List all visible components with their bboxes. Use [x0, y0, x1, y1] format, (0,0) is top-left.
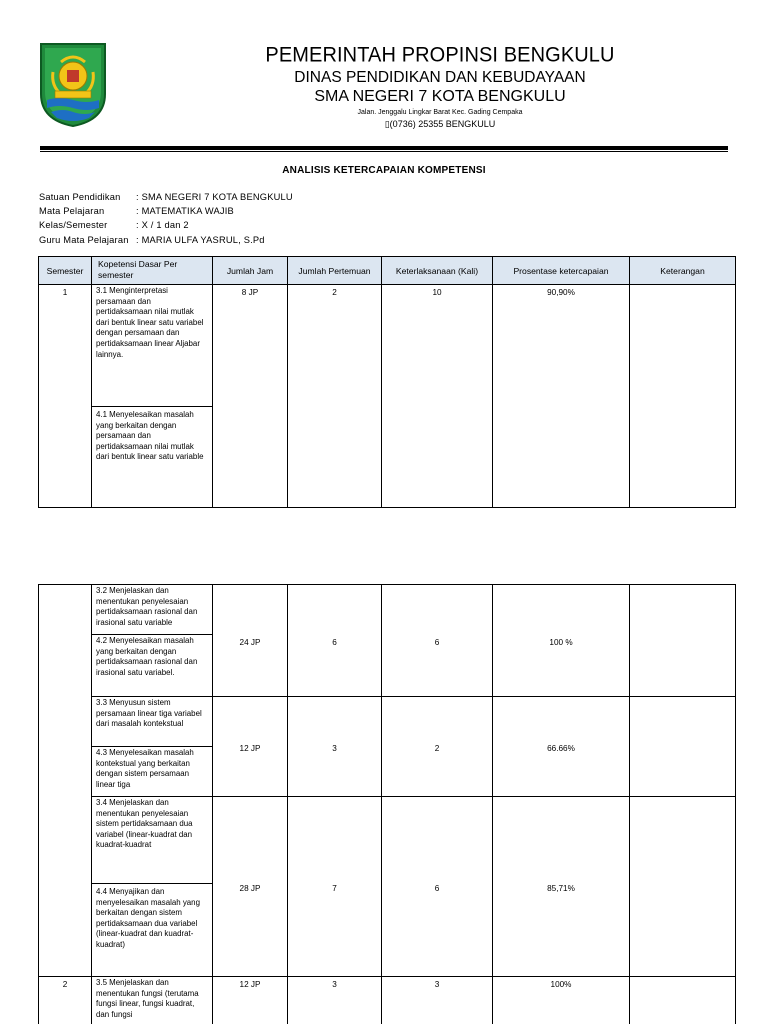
cell-kd — [92, 977, 213, 1024]
cell-jam: 24 JP — [213, 585, 288, 697]
col-header-prosentase: Prosentase ketercapaian — [493, 257, 630, 285]
table-header-row — [39, 257, 736, 285]
cell-jam: 8 JP — [213, 285, 288, 508]
kd-item: 3.1 Menginterpretasi persamaan dan pertidaksamaan nilai mutlak dari bentuk linear satu variabel dengan persamaan dan pertidaksamaan linear Aljabar lainnya. — [92, 285, 212, 407]
cell-prosentase: 100% — [493, 977, 630, 1024]
cell-semester: 2 — [39, 977, 92, 1024]
cell-keterlaksanaan: 3 — [382, 977, 493, 1024]
cell-keterangan — [630, 977, 736, 1024]
info-value: : SMA NEGERI 7 KOTA BENGKULU — [136, 192, 293, 202]
letterhead-phone: ▯(0736) 25355 BENGKULU — [384, 119, 496, 129]
letterhead-rule-thick — [40, 146, 728, 150]
cell-pertemuan: 3 — [288, 977, 382, 1024]
info-row — [39, 204, 293, 218]
cell-prosentase: 100 % — [493, 585, 630, 697]
kd-item: 3.4 Menjelaskan dan menentukan penyelesaian sistem pertidaksamaan dua variabel (linear-kuadrat dan kuadrat-kuadrat — [92, 797, 212, 884]
kd-item: 4.3 Menyelesaikan masalah kontekstual yang berkaitan dengan sistem persamaan linear tiga — [96, 748, 194, 789]
cell-pertemuan: 6 — [288, 585, 382, 697]
kd-item: 3.5 Menjelaskan dan menentukan fungsi (terutama fungsi linear, fungsi kuadrat, dan fungsi — [96, 978, 199, 1019]
col-header-keterlaksanaan: Keterlaksanaan (Kali) — [382, 257, 493, 285]
cell-prosentase: 85,71% — [493, 797, 630, 977]
cell-pertemuan: 3 — [288, 697, 382, 797]
competency-table-continued — [38, 584, 736, 1024]
table-row — [39, 585, 736, 697]
bengkulu-emblem-logo — [39, 42, 107, 127]
col-header-kd: Kopetensi Dasar Per semester — [92, 257, 213, 285]
letterhead-government: PEMERINTAH PROPINSI BENGKULU — [265, 43, 615, 67]
kd-item: 3.3 Menyusun sistem persamaan linear tiga variabel dari masalah kontekstual — [92, 697, 212, 747]
kd-item: 4.2 Menyelesaikan masalah yang berkaitan dengan pertidaksamaan rasional dan irasional satu variabel. — [96, 636, 198, 677]
cell-kd — [92, 797, 213, 977]
table-row — [39, 797, 736, 977]
cell-kd — [92, 697, 213, 797]
cell-keterangan — [630, 585, 736, 697]
cell-semester: 1 — [39, 285, 92, 508]
cell-kd — [92, 285, 213, 508]
cell-pertemuan: 7 — [288, 797, 382, 977]
cell-keterlaksanaan: 6 — [382, 797, 493, 977]
info-label: Guru Mata Pelajaran — [39, 234, 129, 245]
kd-item: 4.1 Menyelesaikan masalah yang berkaitan dengan persamaan dan pertidaksamaan nilai mutlak dari bentuk linear satu variable — [96, 410, 204, 462]
col-header-keterangan: Keterangan — [630, 257, 736, 285]
cell-prosentase: 90,90% — [493, 285, 630, 508]
col-header-pertemuan: Jumlah Pertemuan — [288, 257, 382, 285]
table-row — [39, 697, 736, 797]
competency-table — [38, 256, 736, 508]
cell-jam: 12 JP — [213, 977, 288, 1024]
letterhead-address: Jalan. Jenggalu Lingkar Barat Kec. Gading Cempaka — [357, 109, 523, 116]
identity-block — [39, 190, 293, 247]
cell-keterlaksanaan: 6 — [382, 585, 493, 697]
col-header-jam: Jumlah Jam — [213, 257, 288, 285]
cell-keterangan — [630, 285, 736, 508]
cell-semester — [39, 585, 92, 977]
letterhead-rule-thin — [40, 151, 728, 152]
table-row — [39, 977, 736, 1024]
cell-keterlaksanaan: 2 — [382, 697, 493, 797]
table-row — [39, 285, 736, 508]
letterhead-department: DINAS PENDIDIKAN DAN KEBUDAYAAN — [294, 69, 586, 86]
info-label: Satuan Pendidikan — [39, 192, 121, 202]
kd-item: 3.2 Menjelaskan dan menentukan penyelesaian pertidaksamaan rasional dan irasional satu variable — [92, 585, 212, 635]
cell-jam: 28 JP — [213, 797, 288, 977]
cell-keterangan — [630, 797, 736, 977]
cell-keterangan — [630, 697, 736, 797]
info-value: : X / 1 dan 2 — [136, 220, 189, 231]
kd-item: 4.4 Menyajikan dan menyelesaikan masalah yang berkaitan dengan sistem pertidaksamaan dua variabel (linear-kuadrat dan kuadrat-kuadrat) — [96, 887, 200, 949]
cell-keterlaksanaan: 10 — [382, 285, 493, 508]
cell-kd — [92, 585, 213, 697]
cell-pertemuan: 2 — [288, 285, 382, 508]
document-title: ANALISIS KETERCAPAIAN KOMPETENSI — [282, 165, 486, 176]
cell-jam: 12 JP — [213, 697, 288, 797]
info-value: : MARIA ULFA YASRUL, S.Pd — [136, 234, 265, 245]
info-row — [39, 218, 293, 232]
letterhead-school: SMA NEGERI 7 KOTA BENGKULU — [314, 88, 566, 105]
cell-prosentase: 66.66% — [493, 697, 630, 797]
info-label: Mata Pelajaran — [39, 206, 105, 217]
col-header-semester: Semester — [39, 257, 92, 285]
info-label: Kelas/Semester — [39, 220, 108, 231]
info-value: : MATEMATIKA WAJIB — [136, 206, 234, 217]
info-row — [39, 190, 293, 204]
info-row — [39, 233, 293, 247]
